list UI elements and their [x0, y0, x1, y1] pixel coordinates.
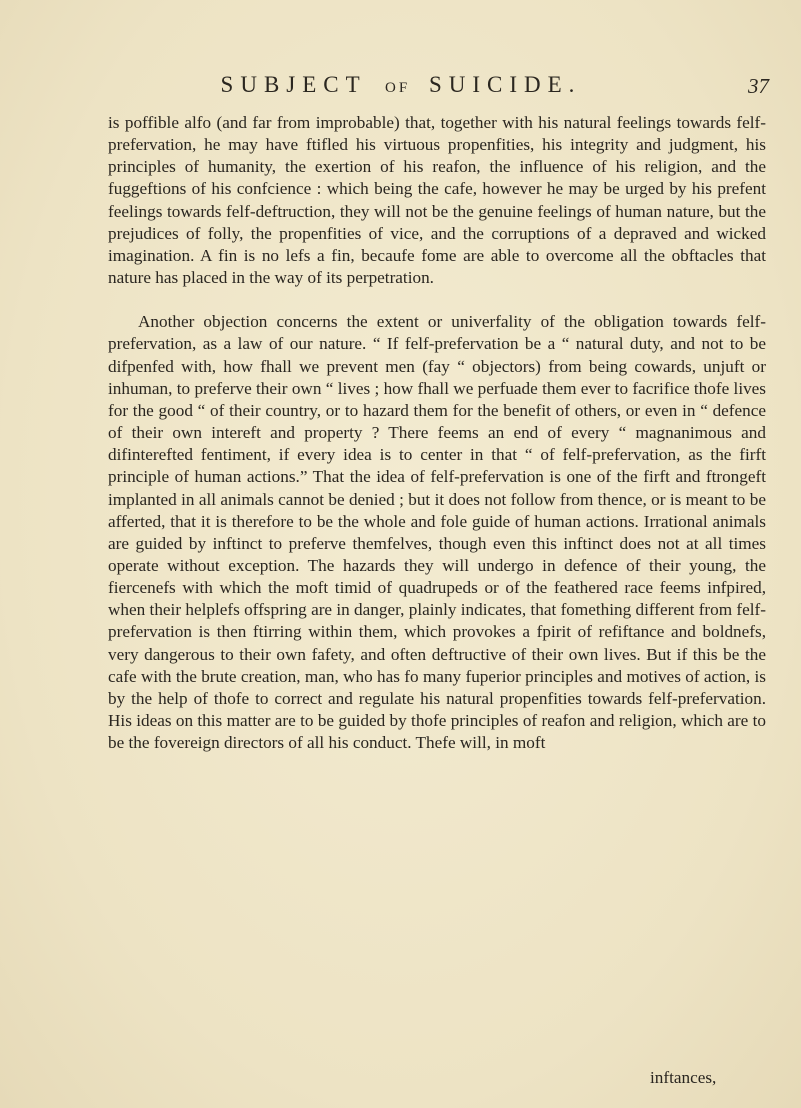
paragraph-1: is poffible alfo (and far from improbable) that, together with his natural feelings towards felf-prefervation, he may have ftifled his virtuous propenfities, his integrity and judgment, his principles of humanity, the exertion of his reafon, the influence of his religion, and the fuggeftions of his confcience : which being the cafe, however he may be urged by his prefent feelings towards felf-deftruction, they will not be the genuine feelings of human nature, but the prejudices of folly, the propenfities of vice, and the corruptions of a depraved and wicked imagination. A fin is no lefs a fin, becaufe fome are able to overcome all the obftacles that nature has placed in the way of its perpetration. [108, 113, 766, 288]
running-title-end: SUICIDE. [428, 72, 582, 97]
catchword: inftances, [650, 1068, 717, 1087]
running-head [196, 72, 606, 98]
body-text [108, 112, 766, 754]
page-number: 37 [748, 74, 769, 98]
paragraph-2: Another objection concerns the extent or univerfality of the obligation towards felf-prefervation, as a law of our nature. “ If felf-prefervation be a “ natural duty, and not to be difpenfed with, how fhall we prevent men (fay “ objectors) from being cowards, unjuft or inhuman, to preferve their own “ lives ; how fhall we perfuade them ever to facrifice thofe lives for the good “ of their country, or to hazard them for the benefit of others, or even in “ defence of their own intereft and property ? There feems an end of every “ magnanimous and difinterefted fentiment, if every idea is to center in that “ of felf-prefervation, as the firft principle of human actions.” That the idea of felf-prefervation is one of the firft and ftrongeft implanted in all animals cannot be denied ; but it does not follow from thence, or is meant to be afferted, that it is therefore to be the whole and fole guide of human actions. Irrational animals are guided by inftinct to preferve themfelves, though even this inftinct does not at all times operate without exception. The hazards they will undergo in defence of their young, the fiercenefs with which the moft timid of quadrupeds or of the feathered race feems infpired, when their helplefs offspring are in danger, plainly indicates, that fomething different from felf-prefervation is then ftirring within them, which provokes a fpirit of refiftance and boldnefs, very dangerous to their own fafety, and often deftructive of their own lives. But if this be the cafe with the brute creation, man, who has fo many fuperior principles and motives of action, is by the help of thofe to correct and regulate his natural propenfities towards felf-prefervation. His ideas on this matter are to be guided by thofe principles of reafon and religion, which are to be the fovereign directors of all his conduct. Thefe will, in moft [108, 312, 766, 753]
running-title-of: OF [385, 80, 411, 96]
running-title-main: SUBJECT [220, 72, 367, 97]
